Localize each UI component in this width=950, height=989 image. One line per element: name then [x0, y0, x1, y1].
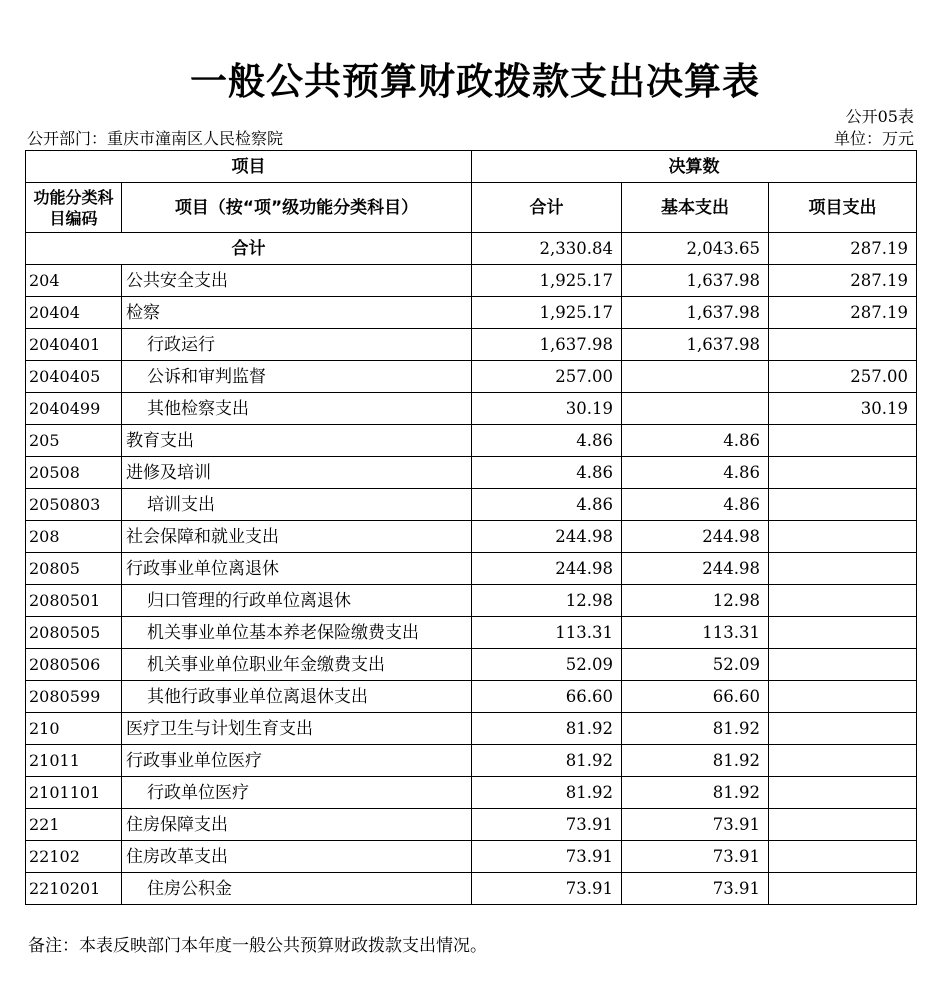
row-name: 行政事业单位离退休 [122, 553, 472, 585]
row-code: 2080506 [26, 649, 122, 681]
row-project [769, 457, 917, 489]
row-name: 培训支出 [122, 489, 472, 521]
table-row [26, 521, 917, 553]
row-total: 1,925.17 [472, 297, 622, 329]
table-row [26, 489, 917, 521]
row-project [769, 809, 917, 841]
total-row [26, 233, 917, 265]
row-total: 73.91 [472, 809, 622, 841]
row-total: 257.00 [472, 361, 622, 393]
row-total: 30.19 [472, 393, 622, 425]
row-project [769, 553, 917, 585]
row-total: 4.86 [472, 489, 622, 521]
row-basic: 4.86 [622, 425, 769, 457]
table-row [26, 873, 917, 905]
row-code: 205 [26, 425, 122, 457]
row-code: 2210201 [26, 873, 122, 905]
department-label: 公开部门：重庆市潼南区人民检察院 [27, 129, 284, 148]
row-project [769, 329, 917, 361]
row-basic: 73.91 [622, 841, 769, 873]
row-name: 社会保障和就业支出 [122, 521, 472, 553]
row-basic: 73.91 [622, 809, 769, 841]
row-project [769, 521, 917, 553]
row-total: 1,925.17 [472, 265, 622, 297]
table-row [26, 329, 917, 361]
table-row [26, 841, 917, 873]
row-project: 287.19 [769, 297, 917, 329]
row-total: 244.98 [472, 553, 622, 585]
row-basic: 4.86 [622, 457, 769, 489]
row-basic: 244.98 [622, 521, 769, 553]
row-code: 20508 [26, 457, 122, 489]
row-total: 113.31 [472, 617, 622, 649]
row-project [769, 425, 917, 457]
row-basic: 81.92 [622, 777, 769, 809]
total-basic: 2,043.65 [622, 233, 769, 265]
row-name: 行政事业单位医疗 [122, 745, 472, 777]
row-project [769, 585, 917, 617]
row-name: 机关事业单位职业年金缴费支出 [122, 649, 472, 681]
header-name: 项目（按“项”级功能分类科目） [122, 183, 472, 233]
row-code: 210 [26, 713, 122, 745]
row-total: 1,637.98 [472, 329, 622, 361]
header-project-exp: 项目支出 [769, 183, 917, 233]
table-row [26, 713, 917, 745]
header-project: 项目 [26, 151, 472, 183]
row-total: 73.91 [472, 873, 622, 905]
row-project: 287.19 [769, 265, 917, 297]
table-row [26, 617, 917, 649]
table-row [26, 585, 917, 617]
header-row-2 [26, 183, 917, 233]
row-project [769, 873, 917, 905]
row-name: 其他行政事业单位离退休支出 [122, 681, 472, 713]
row-name: 公共安全支出 [122, 265, 472, 297]
row-basic: 66.60 [622, 681, 769, 713]
unit-label: 单位：万元 [833, 129, 914, 148]
row-code: 20404 [26, 297, 122, 329]
row-name: 其他检察支出 [122, 393, 472, 425]
row-name: 住房改革支出 [122, 841, 472, 873]
table-row [26, 297, 917, 329]
row-total: 81.92 [472, 745, 622, 777]
row-code: 2101101 [26, 777, 122, 809]
row-code: 208 [26, 521, 122, 553]
row-name: 住房保障支出 [122, 809, 472, 841]
row-project: 257.00 [769, 361, 917, 393]
row-project [769, 649, 917, 681]
row-code: 20805 [26, 553, 122, 585]
row-name: 进修及培训 [122, 457, 472, 489]
row-total: 52.09 [472, 649, 622, 681]
row-basic [622, 393, 769, 425]
row-name: 住房公积金 [122, 873, 472, 905]
row-basic: 73.91 [622, 873, 769, 905]
row-total: 81.92 [472, 777, 622, 809]
row-basic: 12.98 [622, 585, 769, 617]
row-name: 检察 [122, 297, 472, 329]
table-row [26, 809, 917, 841]
table-row [26, 265, 917, 297]
row-code: 21011 [26, 745, 122, 777]
row-basic: 52.09 [622, 649, 769, 681]
table-row [26, 393, 917, 425]
row-total: 81.92 [472, 713, 622, 745]
row-code: 2080501 [26, 585, 122, 617]
table-row [26, 681, 917, 713]
expenditure-table [25, 150, 917, 905]
footnote: 备注：本表反映部门本年度一般公共预算财政拨款支出情况。 [28, 936, 487, 956]
total-project: 287.19 [769, 233, 917, 265]
table-row [26, 649, 917, 681]
row-project [769, 841, 917, 873]
row-total: 4.86 [472, 457, 622, 489]
row-code: 204 [26, 265, 122, 297]
row-name: 医疗卫生与计划生育支出 [122, 713, 472, 745]
row-basic: 113.31 [622, 617, 769, 649]
row-project [769, 713, 917, 745]
row-name: 行政单位医疗 [122, 777, 472, 809]
row-project [769, 745, 917, 777]
row-project [769, 681, 917, 713]
row-total: 4.86 [472, 425, 622, 457]
row-basic: 4.86 [622, 489, 769, 521]
page-title: 一般公共预算财政拨款支出决算表 [190, 60, 760, 103]
header-row-1 [26, 151, 917, 183]
row-basic: 1,637.98 [622, 329, 769, 361]
table-row [26, 361, 917, 393]
row-basic: 244.98 [622, 553, 769, 585]
row-total: 244.98 [472, 521, 622, 553]
row-project: 30.19 [769, 393, 917, 425]
row-code: 2080505 [26, 617, 122, 649]
row-project [769, 777, 917, 809]
header-total: 合计 [472, 183, 622, 233]
row-code: 2040499 [26, 393, 122, 425]
table-row [26, 457, 917, 489]
row-name: 行政运行 [122, 329, 472, 361]
row-code: 2040405 [26, 361, 122, 393]
header-basic: 基本支出 [622, 183, 769, 233]
row-basic: 81.92 [622, 713, 769, 745]
form-number: 公开05表 [845, 107, 914, 126]
row-basic: 81.92 [622, 745, 769, 777]
row-total: 12.98 [472, 585, 622, 617]
table-row [26, 745, 917, 777]
row-project [769, 617, 917, 649]
table-row [26, 553, 917, 585]
header-final-amount: 决算数 [472, 151, 917, 183]
row-total: 66.60 [472, 681, 622, 713]
row-name: 机关事业单位基本养老保险缴费支出 [122, 617, 472, 649]
header-code: 功能分类科目编码 [26, 183, 122, 233]
row-name: 公诉和审判监督 [122, 361, 472, 393]
row-code: 2040401 [26, 329, 122, 361]
row-basic: 1,637.98 [622, 297, 769, 329]
total-label: 合计 [26, 233, 472, 265]
row-name: 教育支出 [122, 425, 472, 457]
total-amount: 2,330.84 [472, 233, 622, 265]
row-code: 221 [26, 809, 122, 841]
row-basic: 1,637.98 [622, 265, 769, 297]
row-code: 2080599 [26, 681, 122, 713]
table-row [26, 777, 917, 809]
table-row [26, 425, 917, 457]
row-project [769, 489, 917, 521]
row-code: 22102 [26, 841, 122, 873]
row-name: 归口管理的行政单位离退休 [122, 585, 472, 617]
row-basic [622, 361, 769, 393]
row-code: 2050803 [26, 489, 122, 521]
row-total: 73.91 [472, 841, 622, 873]
